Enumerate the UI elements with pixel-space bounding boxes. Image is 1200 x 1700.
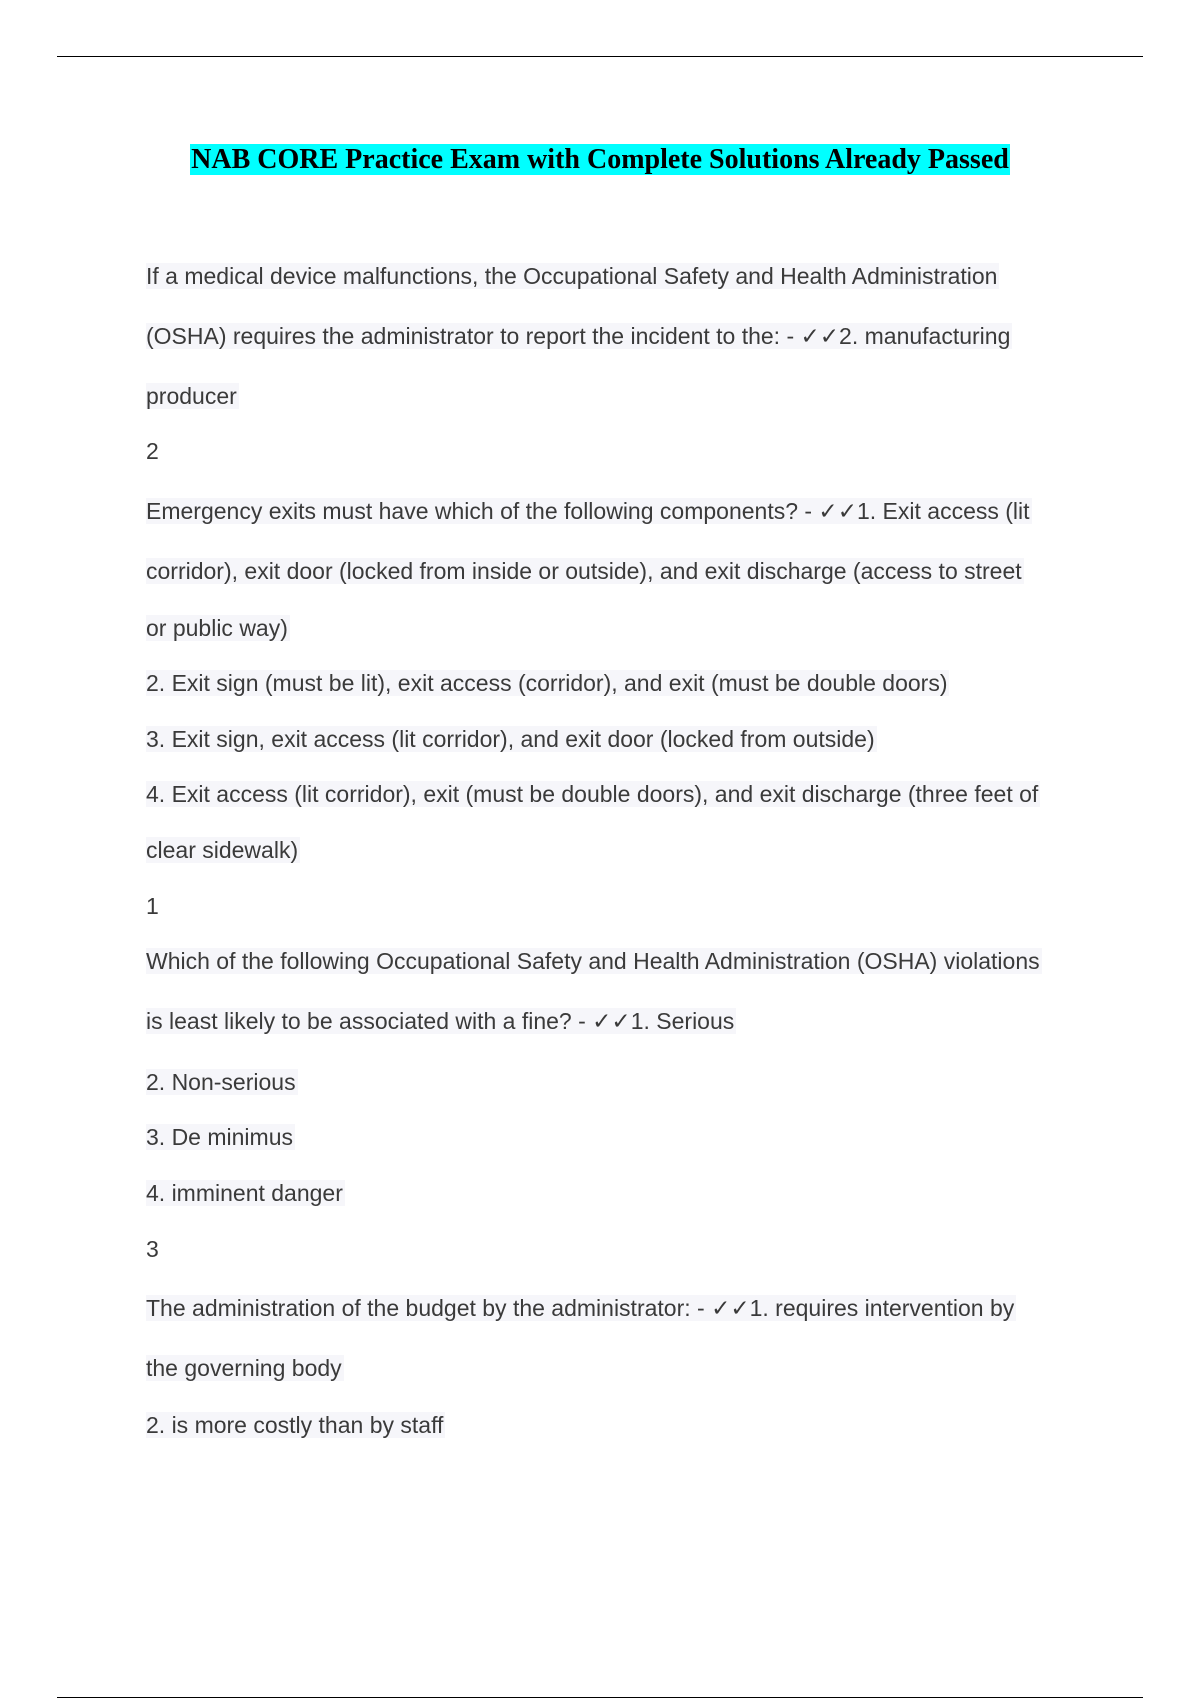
answer-number: 3 [146,1236,159,1262]
text-line: Which of the following Occupational Safety and Health Administration (OSHA) violations [146,948,1040,974]
text-line: Emergency exits must have which of the following components? - ✓✓1. Exit access (lit [146,498,1030,524]
answer-number: 1 [146,893,159,919]
text-line: 4. Exit access (lit corridor), exit (must be double doors), and exit discharge (three feet of [146,781,1039,807]
text-line: 3. Exit sign, exit access (lit corridor), and exit door (locked from outside) [146,726,875,752]
text-line: 2. is more costly than by staff [146,1412,444,1438]
top-rule [57,56,1143,57]
text-line: 3. De minimus [146,1124,293,1150]
text-line: clear sidewalk) [146,837,299,863]
text-line: or public way) [146,615,288,641]
document-title [0,142,1200,182]
text-line: 2. Exit sign (must be lit), exit access (corridor), and exit (must be double doors) [146,670,948,696]
answer-number: 2 [146,438,159,464]
document-title-text: NAB CORE Practice Exam with Complete Solutions Already Passed [191,144,1009,175]
text-line: is least likely to be associated with a fine? - ✓✓1. Serious [146,1008,735,1034]
text-line: the governing body [146,1355,342,1381]
text-line: If a medical device malfunctions, the Occupational Safety and Health Administration [146,263,998,289]
text-line: The administration of the budget by the administrator: - ✓✓1. requires intervention by [146,1295,1015,1321]
text-line: 4. imminent danger [146,1180,343,1206]
text-line: (OSHA) requires the administrator to report the incident to the: - ✓✓2. manufacturing [146,323,1011,349]
bottom-rule [57,1697,1143,1698]
text-line: producer [146,383,237,409]
text-line: 2. Non-serious [146,1069,296,1095]
text-line: corridor), exit door (locked from inside or outside), and exit discharge (access to street [146,558,1022,584]
